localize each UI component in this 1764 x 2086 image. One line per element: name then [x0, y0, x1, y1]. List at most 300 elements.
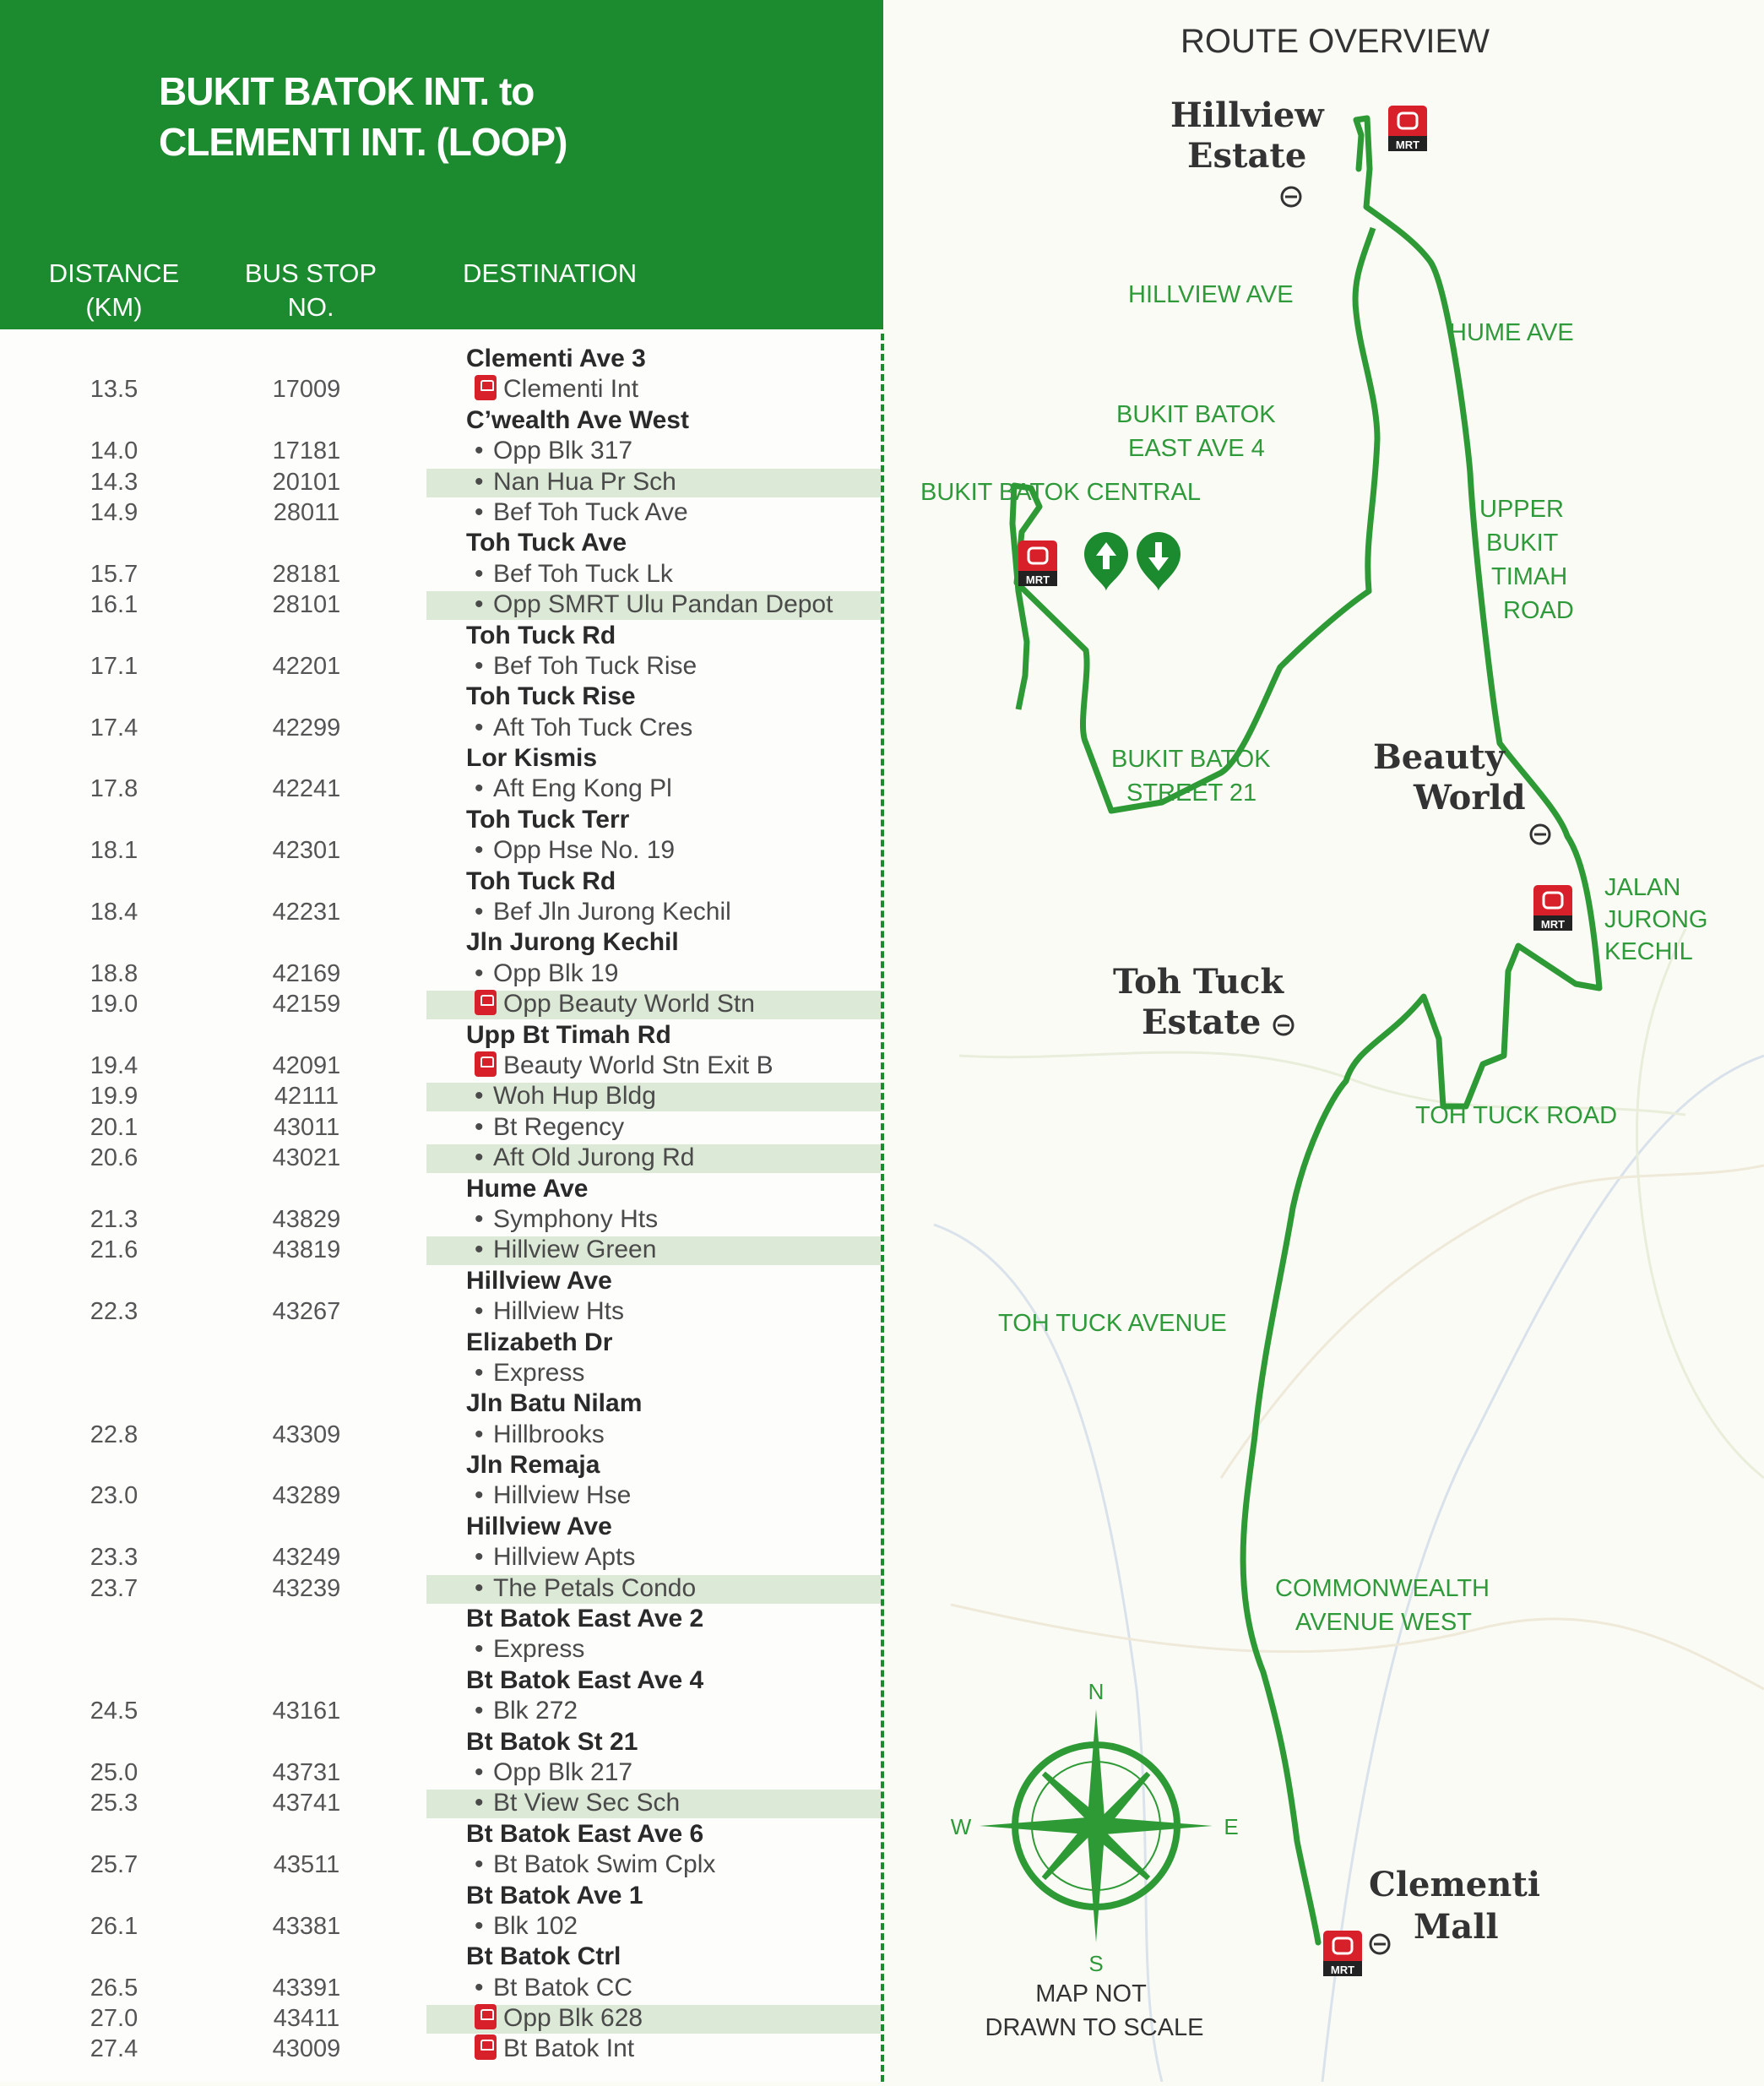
destination [475, 774, 672, 804]
street-heading-row [0, 682, 883, 712]
destination-text: Hillbrooks [493, 1420, 605, 1448]
place-hillview-line2: Estate [1187, 136, 1307, 176]
bullet-icon: • [475, 437, 484, 465]
destination-text: Nan Hua Pr Sch [493, 467, 676, 496]
bus-stop-number: 43021 [272, 1144, 341, 1172]
bullet-icon: • [475, 1358, 484, 1387]
bus-stop-row [0, 835, 883, 866]
bus-stop-number: 43391 [272, 1974, 341, 2002]
distance-km: 22.3 [90, 1298, 138, 1326]
destination [475, 467, 676, 497]
mrt-icon-hillview [1388, 106, 1427, 151]
destination-text: Hillview Hse [493, 1481, 632, 1510]
bus-stop-number: 28101 [272, 591, 341, 619]
street-name [466, 1665, 703, 1696]
bus-stop-number: 42111 [274, 1083, 339, 1111]
bus-stop-row [0, 1204, 883, 1235]
bus-stop-row [0, 1480, 883, 1511]
destination [475, 1696, 578, 1726]
destination-text: Bt Batok CC [493, 1973, 633, 2002]
destination-text: Bt Batok Ctrl [466, 1942, 621, 1971]
mrt-icon-bukit-batok [1018, 541, 1057, 586]
destination [475, 1420, 605, 1450]
bus-stop-row [0, 1757, 883, 1788]
street-heading-row [0, 1450, 883, 1480]
destination [475, 436, 632, 466]
distance-km: 14.9 [90, 498, 138, 526]
road-bukit-batok-east-ave-4-line2: EAST AVE 4 [1128, 435, 1265, 462]
bg-street [1322, 1056, 1764, 2082]
bus-stop-row [0, 1296, 883, 1327]
bus-stop-row [0, 1143, 883, 1173]
distance-km: 26.5 [90, 1974, 138, 2002]
destination-text: Toh Tuck Rd [466, 866, 616, 895]
distance-km: 25.0 [90, 1758, 138, 1786]
distance-km: 19.9 [90, 1083, 138, 1111]
bus-stop-number: 42301 [272, 837, 341, 865]
street-heading-row [0, 1665, 883, 1696]
destination-text: Bt Batok St 21 [466, 1727, 638, 1756]
bullet-icon: • [475, 559, 484, 588]
road-hume-ave: HUME AVE [1449, 319, 1574, 346]
bus-stop-row [0, 1911, 883, 1942]
destination-text: Bef Toh Tuck Rise [493, 651, 697, 680]
street-heading-row [0, 1727, 883, 1757]
mrt-icon-beauty-world [1533, 885, 1572, 931]
route-start-pin-icon [1084, 532, 1128, 591]
road-commonwealth-line2: AVENUE WEST [1295, 1609, 1472, 1636]
destination-text: Clementi Ave 3 [466, 345, 646, 372]
bus-stop-row [0, 989, 883, 1019]
bus-stop-number: 42241 [272, 775, 341, 803]
road-jjk-line1: JALAN [1604, 874, 1681, 901]
bus-stop-row [0, 1634, 883, 1665]
destination [475, 589, 833, 620]
street-heading-row [0, 621, 883, 651]
street-heading-row [0, 743, 883, 774]
route-title [159, 66, 567, 167]
destination-text: Blk 272 [493, 1697, 578, 1725]
destination [475, 1296, 624, 1327]
bus-stop-number: 43381 [272, 1912, 341, 1940]
destination-text: Opp Blk 628 [503, 2004, 643, 2033]
destination [475, 1081, 656, 1111]
street-name [466, 1388, 642, 1419]
distance-km: 17.8 [90, 775, 138, 803]
bullet-icon: • [475, 1112, 484, 1141]
road-bukit-batok-central: BUKIT BATOK CENTRAL [920, 479, 1201, 506]
bullet-icon: • [475, 1297, 484, 1326]
distance-km: 14.0 [90, 437, 138, 465]
distance-km: 16.1 [90, 591, 138, 619]
bus-stop-row [0, 1051, 883, 1081]
street-heading-row [0, 1604, 883, 1634]
distance-km: 14.3 [90, 468, 138, 496]
svg-text:MRT: MRT [1025, 573, 1050, 586]
bus-stop-number: 42159 [272, 991, 341, 1019]
bullet-icon: • [475, 1143, 484, 1172]
destination-text: Opp Beauty World Stn [503, 990, 755, 1019]
compass-e: E [1224, 1814, 1239, 1839]
bullet-icon: • [475, 1420, 484, 1448]
compass-rose-icon [951, 1679, 1239, 1976]
destination [475, 1542, 635, 1573]
bus-stop-number: 43411 [273, 2005, 340, 2033]
bullet-icon: • [475, 1082, 484, 1111]
bullet-icon: • [475, 1543, 484, 1572]
road-bukit-batok-st-21-line2: STREET 21 [1126, 780, 1257, 807]
bus-stop-number: 43741 [272, 1790, 341, 1817]
bullet-icon: • [475, 1204, 484, 1233]
bus-route-line [1243, 118, 1599, 1942]
bus-stop-row [0, 1850, 883, 1880]
bus-stop-row [0, 1112, 883, 1143]
bus-stop-number: 42299 [272, 714, 341, 742]
road-commonwealth-line1: COMMONWEALTH [1275, 1575, 1490, 1602]
destination [475, 1235, 656, 1265]
distance-km: 17.4 [90, 714, 138, 742]
bus-stop-row [0, 774, 883, 804]
street-name [466, 1174, 589, 1204]
distance-km: 18.4 [90, 899, 138, 926]
street-name [466, 927, 679, 958]
road-bukit-batok-st-21-line1: BUKIT BATOK [1111, 746, 1271, 773]
bus-stop-row [0, 497, 883, 528]
bullet-icon: • [475, 497, 484, 526]
road-ubt-line4: ROAD [1503, 597, 1574, 624]
destination [475, 1634, 584, 1665]
street-heading-row [0, 1819, 883, 1850]
destination-column-header: DESTINATION [463, 258, 638, 288]
bus-stop-row [0, 713, 883, 743]
street-name [466, 1942, 621, 1972]
street-heading-row [0, 528, 883, 558]
bullet-icon: • [475, 1573, 484, 1602]
destination-text: Aft Old Jurong Rd [493, 1143, 695, 1172]
destination-text: Hume Ave [466, 1174, 589, 1203]
destination-text: Bt Batok Ave 1 [466, 1881, 643, 1909]
destination-text: Express [493, 1358, 585, 1387]
bus-stop-number: 43819 [272, 1236, 341, 1264]
distance-km: 15.7 [90, 560, 138, 588]
bus-stop-number: 17009 [272, 376, 341, 404]
street-heading-row [0, 1328, 883, 1358]
bullet-icon: • [475, 590, 484, 619]
destination-text: Blk 102 [493, 1911, 578, 1940]
distance-km: 23.0 [90, 1482, 138, 1510]
destination-text: C’wealth Ave West [466, 405, 689, 434]
bus-stop-row [0, 897, 883, 927]
bullet-icon: • [475, 1635, 484, 1664]
road-toh-tuck-road: TOH TUCK ROAD [1415, 1102, 1618, 1129]
road-ubt-line1: UPPER [1479, 496, 1564, 523]
bullet-icon: • [475, 1850, 484, 1879]
route-table-panel [0, 0, 883, 2082]
bus-stop-number: 43511 [273, 1851, 340, 1879]
street-heading-row [0, 405, 883, 436]
street-heading-row [0, 1020, 883, 1051]
destination-text: Aft Toh Tuck Cres [493, 713, 693, 742]
route-title-line2: CLEMENTI INT. (LOOP) [159, 120, 567, 164]
destination [475, 1757, 632, 1788]
distance-km: 20.6 [90, 1144, 138, 1172]
route-end-pin-icon [1137, 532, 1181, 591]
destination [475, 959, 618, 989]
place-beauty-world-line2: World [1414, 778, 1526, 818]
destination-text: Bef Toh Tuck Lk [493, 559, 673, 588]
distance-km: 22.8 [90, 1421, 138, 1448]
bullet-icon: • [475, 959, 484, 987]
destination-text: Opp SMRT Ulu Pandan Depot [493, 590, 833, 619]
distance-km: 19.4 [90, 1051, 138, 1079]
mrt-icon-clementi [1323, 1931, 1362, 1976]
distance-km: 23.3 [90, 1544, 138, 1572]
street-name [466, 866, 616, 897]
bg-street [934, 1225, 1162, 2082]
destination-text: Opp Blk 317 [493, 437, 633, 465]
destination-text: Opp Blk 217 [493, 1757, 633, 1786]
destination [475, 897, 731, 927]
destination-text: Symphony Hts [493, 1204, 659, 1233]
bus-route-branch [1012, 228, 1377, 811]
bus-stop-row [0, 1696, 883, 1726]
bus-stop-row [0, 1081, 883, 1111]
destination-text: Bt Batok Int [503, 2034, 635, 2063]
bus-stop-row [0, 559, 883, 589]
bullet-icon: • [475, 1789, 484, 1817]
place-clementi-line2: Mall [1414, 1907, 1499, 1947]
destination-text: Bef Jln Jurong Kechil [493, 898, 731, 926]
bullet-icon: • [475, 774, 484, 803]
destination [475, 1850, 715, 1880]
destination [475, 713, 692, 743]
destination-text: Hillview Ave [466, 1512, 612, 1540]
destination-text: Bt Regency [493, 1112, 625, 1141]
destination [475, 989, 755, 1019]
destination-text: Bt Batok East Ave 6 [466, 1819, 704, 1848]
destination-text: The Petals Condo [493, 1573, 697, 1602]
bullet-icon: • [475, 1236, 484, 1264]
bullet-icon: • [475, 898, 484, 926]
bus-stop-row [0, 1420, 883, 1450]
bus-stop-number: 42091 [272, 1051, 341, 1079]
bus-stop-row [0, 374, 883, 405]
destination-text: Elizabeth Dr [466, 1328, 613, 1356]
street-name [466, 1727, 638, 1757]
bus-stop-row [0, 2034, 883, 2064]
map-title: ROUTE OVERVIEW [1181, 23, 1490, 60]
destination [475, 1573, 696, 1604]
destination-text: Toh Tuck Rise [466, 682, 636, 711]
destination [475, 2034, 634, 2064]
destination-text: Aft Eng Kong Pl [493, 774, 672, 803]
bus-stop-number: 43289 [272, 1482, 341, 1510]
stop-list [0, 344, 883, 2065]
distance-km: 21.6 [90, 1236, 138, 1264]
place-clementi-line1: Clementi [1369, 1865, 1541, 1904]
destination [475, 1480, 631, 1511]
bullet-icon: • [475, 651, 484, 680]
map-note-line1: MAP NOT [1035, 1980, 1147, 2007]
destination [475, 2003, 643, 2034]
distance-km: 13.5 [90, 376, 138, 404]
bus-stop-number: 43161 [272, 1698, 341, 1725]
destination [475, 559, 673, 589]
street-name [466, 1819, 703, 1850]
street-name [466, 805, 629, 835]
destination [475, 374, 638, 405]
bus-stop-number: 43267 [272, 1298, 341, 1326]
street-heading-row [0, 1266, 883, 1296]
destination-text: Bt Batok East Ave 4 [466, 1665, 704, 1694]
distance-km: 21.3 [90, 1205, 138, 1233]
bus-stop-number: 43249 [272, 1544, 341, 1572]
road-ubt-line2: BUKIT [1486, 530, 1559, 557]
bus-stop-row [0, 436, 883, 466]
street-heading-row [0, 344, 883, 374]
road-jjk-line2: JURONG [1604, 906, 1708, 933]
bus-stop-row [0, 589, 883, 620]
road-hillview-ave: HILLVIEW AVE [1128, 281, 1294, 308]
bus-stop-column-header: BUS STOP NO. [244, 258, 377, 322]
destination [475, 835, 675, 866]
bus-stop-row [0, 651, 883, 682]
svg-text:MRT: MRT [1330, 1964, 1355, 1976]
street-heading-row [0, 866, 883, 897]
destination-text: Toh Tuck Rd [466, 621, 616, 649]
street-name [466, 344, 646, 374]
bus-stop-number: 20101 [272, 468, 341, 496]
destination-text: Bt Batok East Ave 2 [466, 1605, 704, 1633]
street-name [466, 621, 616, 651]
distance-km: 18.8 [90, 959, 138, 987]
street-heading-row [0, 927, 883, 958]
compass-n: N [1088, 1679, 1105, 1704]
street-name [466, 682, 636, 712]
distance-km: 19.0 [90, 991, 138, 1019]
distance-km: 25.3 [90, 1790, 138, 1817]
street-name [466, 405, 689, 436]
place-beauty-world-line1: Beauty [1373, 737, 1505, 777]
mrt-icon [475, 375, 497, 400]
destination [475, 1051, 773, 1081]
destination [475, 1358, 584, 1388]
mrt-icon [475, 2004, 497, 2029]
background-streets [934, 929, 1764, 2082]
road-toh-tuck-avenue: TOH TUCK AVENUE [998, 1310, 1227, 1337]
destination-text: Opp Blk 19 [493, 959, 619, 987]
street-heading-row [0, 1174, 883, 1204]
street-name [466, 1450, 600, 1480]
street-name [466, 743, 597, 774]
table-header [0, 0, 883, 329]
bullet-icon: • [475, 1757, 484, 1786]
destination [475, 1143, 694, 1173]
destination-text: Bef Toh Tuck Ave [493, 497, 688, 526]
distance-km: 23.7 [90, 1574, 138, 1602]
street-name [466, 1266, 612, 1296]
distance-km: 20.1 [90, 1113, 138, 1141]
compass-s: S [1088, 1951, 1104, 1976]
street-name [466, 1881, 643, 1911]
bus-stop-number: 43239 [272, 1574, 341, 1602]
distance-km: 27.4 [90, 2035, 138, 2063]
destination-text: Hillview Apts [493, 1543, 636, 1572]
destination-text: Clementi Int [503, 375, 639, 404]
svg-text:MRT: MRT [1540, 918, 1566, 931]
bus-stop-row [0, 1973, 883, 2003]
destination [475, 497, 688, 528]
bus-stop-number: 43829 [272, 1205, 341, 1233]
bus-stop-number: 43731 [272, 1758, 341, 1786]
bus-stop-number: 28181 [272, 560, 341, 588]
mrt-icon [475, 1051, 497, 1077]
bus-stop-row [0, 467, 883, 497]
route-map-svg [883, 0, 1764, 2082]
place-toh-tuck-line2: Estate [1142, 1002, 1262, 1042]
destination-text: Hillview Green [493, 1236, 657, 1264]
street-name [466, 1328, 612, 1358]
street-name [466, 1604, 703, 1634]
destination-text: Opp Hse No. 19 [493, 836, 676, 865]
bus-stop-number: 43309 [272, 1421, 341, 1448]
destination-text: Bt Batok Swim Cplx [493, 1850, 716, 1879]
destination [475, 1973, 632, 2003]
destination-text: Upp Bt Timah Rd [466, 1020, 671, 1049]
bullet-icon: • [475, 836, 484, 865]
bullet-icon: • [475, 1911, 484, 1940]
map-note-line2: DRAWN TO SCALE [985, 2014, 1204, 2041]
street-name [466, 1020, 671, 1051]
bus-stop-row [0, 1542, 883, 1573]
distance-km: 25.7 [90, 1851, 138, 1879]
destination-text: Toh Tuck Ave [466, 529, 627, 557]
distance-km: 18.1 [90, 837, 138, 865]
distance-km: 27.0 [90, 2005, 138, 2033]
bus-stop-row [0, 1235, 883, 1265]
distance-km: 17.1 [90, 652, 138, 680]
road-jjk-line3: KECHIL [1604, 938, 1693, 965]
street-name [466, 1512, 612, 1542]
distance-km: 24.5 [90, 1698, 138, 1725]
route-title-line1: BUKIT BATOK INT. to [159, 69, 535, 113]
bus-stop-number: 43009 [272, 2035, 341, 2063]
destination [475, 1112, 624, 1143]
destination [475, 1204, 658, 1235]
destination [475, 1788, 680, 1818]
destination-text: Jln Jurong Kechil [466, 928, 679, 957]
street-heading-row [0, 1942, 883, 1972]
road-ubt-line3: TIMAH [1491, 563, 1568, 590]
destination-text: Woh Hup Bldg [493, 1082, 656, 1111]
destination-text: Lor Kismis [466, 744, 598, 773]
bg-street [1221, 1165, 1764, 1478]
destination-text: Jln Batu Nilam [466, 1389, 643, 1418]
bullet-icon: • [475, 713, 484, 742]
street-heading-row [0, 805, 883, 835]
bullet-icon: • [475, 1973, 484, 2002]
compass-w: W [950, 1814, 972, 1839]
bus-stop-number: 28011 [273, 498, 340, 526]
svg-text:MRT: MRT [1395, 139, 1420, 151]
street-heading-row [0, 1388, 883, 1419]
distance-column-header: DISTANCE (KM) [48, 258, 180, 322]
destination-text: Express [493, 1635, 585, 1664]
street-heading-row [0, 1512, 883, 1542]
street-heading-row [0, 1881, 883, 1911]
bus-stop-row [0, 1788, 883, 1818]
bus-stop-row [0, 959, 883, 989]
